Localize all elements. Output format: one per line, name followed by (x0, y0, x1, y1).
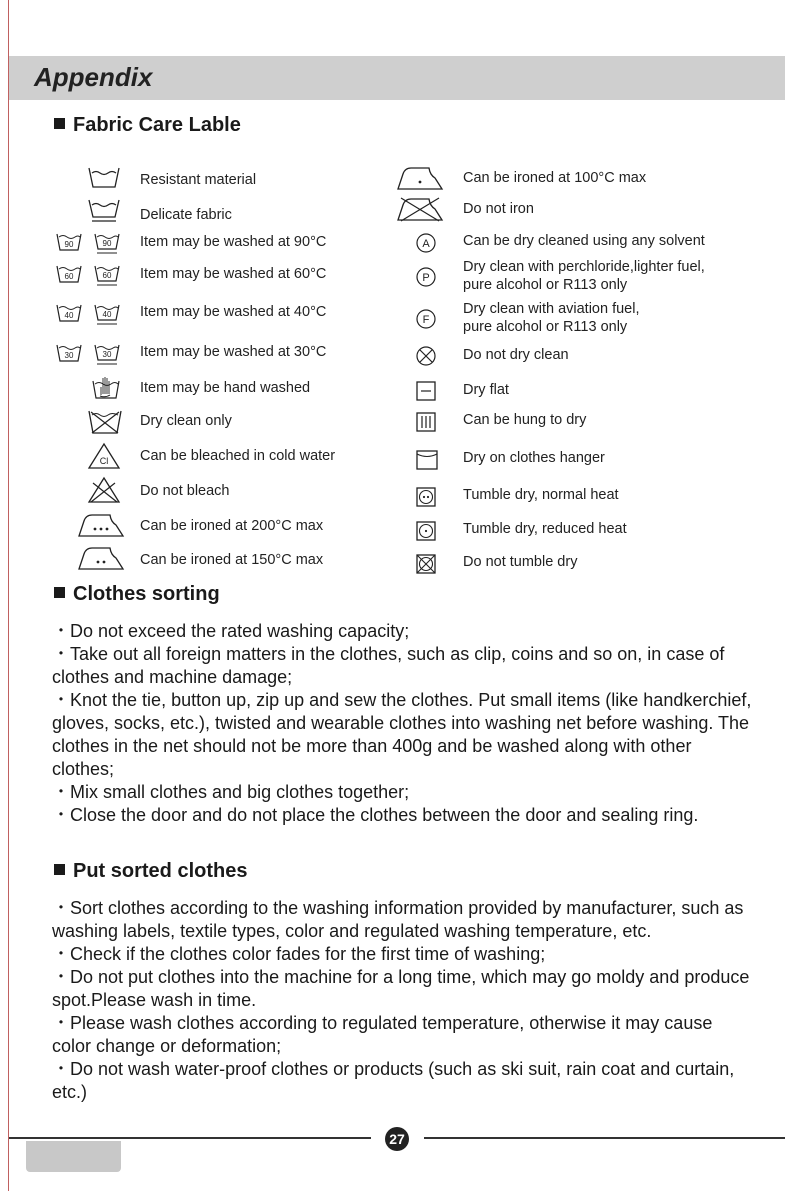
tub-90-icon (56, 232, 82, 252)
svg-text:40: 40 (64, 311, 74, 320)
dry-clean-f-icon (416, 309, 436, 329)
hanger-dry-icon (416, 450, 438, 470)
paragraph: ・Sort clothes according to the washing information provided by manufacturer, such as washing labels, textile types, color and regulated washing temperature, etc. (52, 898, 744, 941)
tub-90-delicate-icon (94, 232, 120, 254)
dry-clean-p-icon (416, 267, 436, 287)
tub-resistant-icon (88, 166, 120, 188)
margin-line (8, 0, 9, 1191)
svg-text:90: 90 (102, 239, 112, 248)
legend-label: Can be bleached in cold water (140, 448, 336, 464)
dry-flat-icon (416, 381, 436, 401)
no-tumble-icon (416, 554, 436, 574)
paragraph: ・Do not put clothes into the machine for a long time, which may go moldy and produce spot.Please wash in time. (52, 967, 750, 1010)
legend-label: Can be hung to dry (463, 412, 587, 428)
tub-30-delicate-icon (94, 343, 120, 365)
legend-label: Can be dry cleaned using any solvent (463, 233, 705, 249)
legend-label: Do not dry clean (463, 347, 569, 363)
legend-label: Item may be hand washed (140, 380, 311, 396)
footer-rule-left (9, 1137, 371, 1139)
iron-200-icon (78, 512, 124, 538)
dry-clean-mark: F (422, 314, 430, 326)
tub-delicate-icon (88, 198, 120, 222)
tumble-reduced-icon (416, 521, 436, 541)
bullet-square-icon (54, 118, 65, 129)
dry-clean-mark: P (422, 272, 430, 284)
dry-clean-a-icon (416, 233, 436, 253)
svg-text:60: 60 (64, 272, 74, 281)
hang-dry-icon (416, 412, 436, 432)
legend-label: Dry flat (463, 382, 509, 398)
page-title: Appendix (34, 62, 153, 92)
bleach-cold-icon (88, 443, 120, 469)
section-title-fabric-care (54, 114, 241, 137)
tumble-normal-icon (416, 487, 436, 507)
paragraph: ・Knot the tie, button up, zip up and sew the clothes. Put small items (like handkerchief, gloves, socks, etc.), twisted and wearable clothes into washing net before washing. The clothes in the net should not be more than 400g and be washed along with other clothes; (52, 690, 752, 779)
paragraph: ・Close the door and do not place the clothes between the door and sealing ring. (52, 805, 699, 825)
paragraph: ・Take out all foreign matters in the clothes, such as clip, coins and so on, in case of clothes and machine damage; (52, 644, 725, 687)
dry-clean-mark: A (422, 238, 430, 250)
paragraph: ・Do not wash water-proof clothes or products (such as ski suit, rain coat and curtain, etc.) (52, 1059, 735, 1102)
paragraph: ・Check if the clothes color fades for the first time of washing; (52, 944, 546, 964)
bleach-mark: Cl (99, 456, 109, 466)
paragraph: ・Do not exceed the rated washing capacity; (52, 621, 410, 641)
hand-wash-icon (92, 376, 120, 400)
put-sorted-body (52, 897, 752, 1104)
tub-60-delicate-icon (94, 264, 120, 286)
svg-text:60: 60 (102, 271, 112, 280)
legend-label: Do not iron (463, 201, 534, 217)
footer-rule-right (424, 1137, 785, 1139)
svg-text:30: 30 (102, 350, 112, 359)
section-title-text: Clothes sorting (73, 583, 220, 605)
legend-label: Item may be washed at 40°C (140, 304, 327, 320)
legend-label: Dry clean with aviation fuel, (463, 301, 640, 317)
legend-label: Tumble dry, reduced heat (463, 521, 627, 537)
tub-40-icon (56, 303, 82, 323)
legend-label: Can be ironed at 150°C max (140, 552, 324, 568)
svg-text:30: 30 (64, 351, 74, 360)
legend-label: Delicate fabric (140, 207, 232, 223)
legend-label: Dry clean only (140, 413, 232, 429)
no-bleach-icon (88, 477, 120, 503)
bullet-square-icon (54, 864, 65, 875)
no-dry-clean-icon (416, 346, 436, 366)
legend-label: Resistant material (140, 172, 257, 188)
legend-label: Do not tumble dry (463, 554, 578, 570)
legend-label: Item may be washed at 30°C (140, 344, 327, 360)
bullet-square-icon (54, 587, 65, 598)
footer-tab (26, 1141, 121, 1172)
no-iron-icon (397, 196, 443, 222)
legend-label: Can be ironed at 100°C max (463, 170, 647, 186)
legend-label: Dry on clothes hanger (463, 450, 605, 466)
section-title-clothes-sorting (54, 583, 220, 606)
tub-30-icon (56, 343, 82, 363)
tub-60-icon (56, 264, 82, 284)
iron-150-icon (78, 545, 124, 571)
clothes-sorting-body (52, 620, 752, 827)
legend-label-line2: pure alcohol or R113 only (463, 319, 628, 335)
section-title-put-sorted (54, 860, 247, 883)
dry-clean-only-icon (88, 409, 122, 435)
legend-label: Can be ironed at 200°C max (140, 518, 324, 534)
legend-label-line2: pure alcohol or R113 only (463, 277, 628, 293)
section-title-text: Put sorted clothes (73, 860, 248, 882)
page-number: 27 (385, 1127, 409, 1151)
legend-label: Item may be washed at 60°C (140, 266, 327, 282)
iron-100-icon (397, 165, 443, 191)
tub-40-delicate-icon (94, 303, 120, 325)
legend-label: Do not bleach (140, 483, 230, 499)
legend-label: Tumble dry, normal heat (463, 487, 619, 503)
svg-text:40: 40 (102, 310, 112, 319)
legend-label: Item may be washed at 90°C (140, 234, 327, 250)
paragraph: ・Mix small clothes and big clothes together; (52, 782, 410, 802)
paragraph: ・Please wash clothes according to regulated temperature, otherwise it may cause color change or deformation; (52, 1013, 713, 1056)
svg-text:90: 90 (64, 240, 74, 249)
legend-label: Dry clean with perchloride,lighter fuel, (463, 259, 705, 275)
section-title-text: Fabric Care Lable (73, 114, 241, 136)
